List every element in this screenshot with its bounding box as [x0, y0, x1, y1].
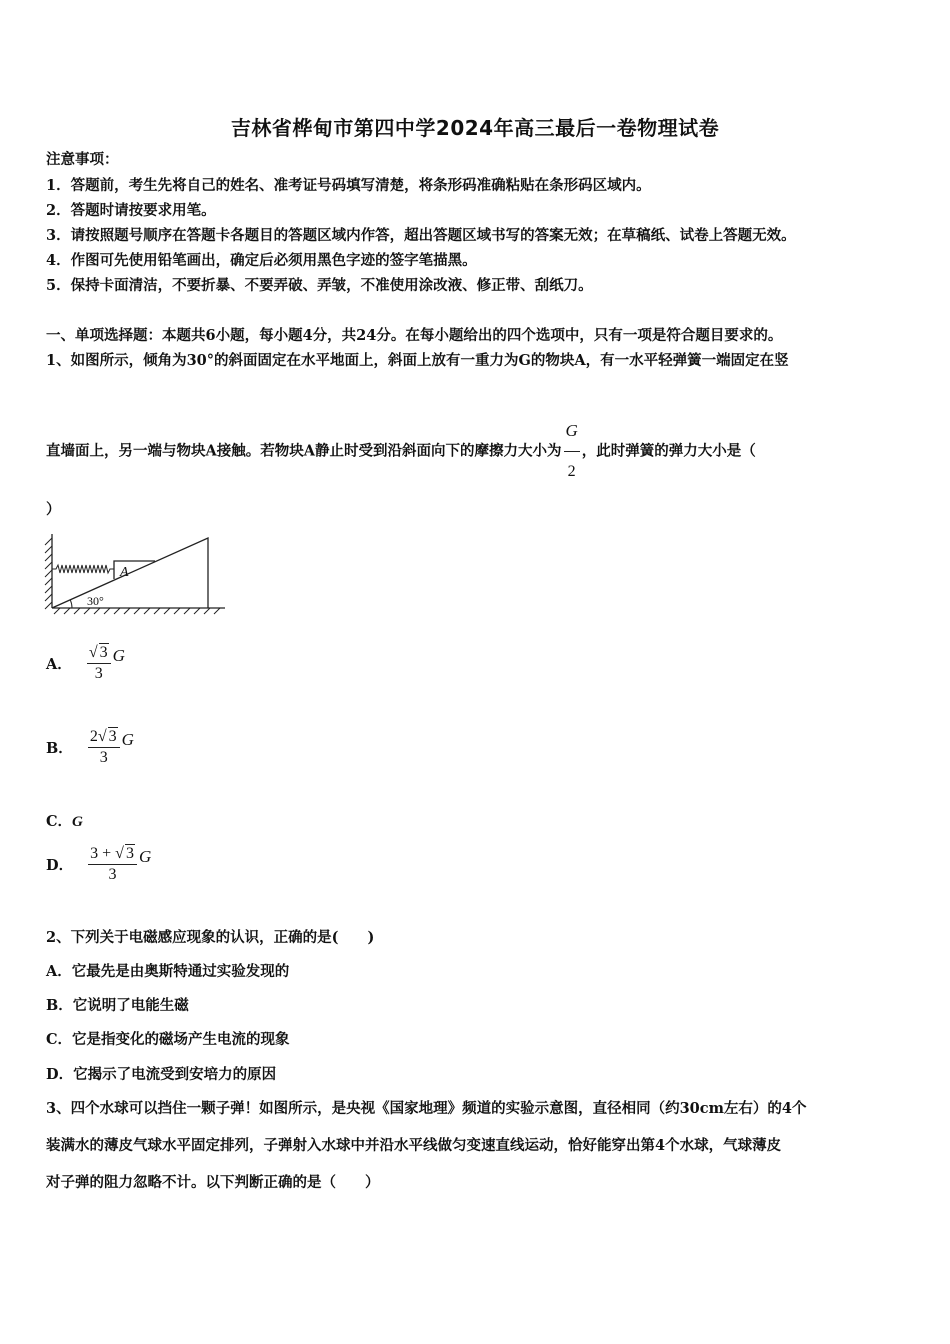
- option-d-variable: G: [138, 846, 152, 866]
- question-2-option: B．它说明了电能生磁: [46, 997, 189, 1014]
- sqrt-symbol: √ 3: [88, 644, 108, 661]
- ground-hatching: [54, 608, 220, 614]
- option-a-denominator: 3: [94, 665, 103, 682]
- numerator-prefix: 3 +: [90, 845, 116, 862]
- question-1-line-2: [46, 412, 756, 491]
- notice-item: 5．保持卡面清洁，不要折暴、不要弄破、弄皱，不准使用涂改液、修正带、刮纸刀。: [46, 277, 593, 294]
- friction-fraction: [564, 412, 580, 491]
- option-b-label: B．: [46, 740, 73, 757]
- option-d-fraction: [88, 845, 137, 884]
- incline-spring-figure: [40, 532, 230, 618]
- coefficient: 2: [89, 728, 98, 745]
- option-b-numerator: [88, 728, 120, 748]
- question-1-text-tail: ，此时弹簧的弹力大小是（: [581, 442, 756, 460]
- angle-arc: [70, 600, 72, 608]
- notice-item: 3．请按照题号顺序在答题卡各题目的答题区域内作答，超出答题区域书写的答案无效；在草稿纸、试卷上答题无效。: [46, 227, 796, 244]
- incline-triangle: [52, 538, 208, 608]
- block-label: A: [120, 565, 129, 580]
- option-c-label: C．: [46, 813, 73, 830]
- fraction-numerator: G: [564, 412, 580, 452]
- option-d: [46, 845, 151, 884]
- option-b-denominator: 3: [99, 749, 108, 766]
- radicand: 3: [125, 845, 134, 862]
- option-a-label: A．: [46, 656, 72, 673]
- sqrt-symbol: √ 3: [115, 845, 134, 862]
- question-3-line: 3、四个水球可以挡住一颗子弹！如图所示，是央视《国家地理》频道的实验示意图，直径相同（约30cm左右）的4个: [46, 1100, 807, 1117]
- option-a: [46, 644, 125, 683]
- radicand: 3: [108, 728, 117, 745]
- option-b: [46, 728, 134, 767]
- question-2-option: A．它最先是由奥斯特通过实验发现的: [46, 963, 290, 980]
- option-a-numerator: [87, 644, 111, 664]
- notice-item: 2．答题时请按要求用笔。: [46, 202, 216, 219]
- question-2-option: D．它揭示了电流受到安培力的原因: [46, 1066, 277, 1083]
- sqrt-symbol: √ 3: [97, 728, 117, 745]
- question-1-line-3: ）: [46, 501, 61, 518]
- fraction-denominator: 2: [567, 463, 576, 480]
- option-b-variable: G: [121, 729, 134, 749]
- question-1-line-1: 1、如图所示，倾角为30°的斜面固定在水平地面上，斜面上放有一重力为G的物块A，有一水平轻弹簧一端固定在竖: [46, 352, 789, 369]
- radicand: 3: [99, 644, 108, 661]
- question-2-option: C．它是指变化的磁场产生电流的现象: [46, 1031, 290, 1048]
- notice-item: 1．答题前，考生先将自己的姓名、准考证号码填写清楚，将条形码准确粘贴在条形码区域内。: [46, 177, 651, 194]
- spring-coil: [52, 565, 114, 573]
- notice-heading: 注意事项：: [46, 151, 119, 168]
- question-2-stem: 2、下列关于电磁感应现象的认识，正确的是( ): [46, 929, 375, 946]
- option-d-denominator: 3: [108, 866, 117, 883]
- question-3-line: 对子弹的阻力忽略不计。以下判断正确的是（ ）: [46, 1174, 380, 1191]
- option-c-variable: G: [72, 814, 83, 830]
- option-d-numerator: [88, 845, 137, 865]
- angle-label: 30°: [87, 594, 104, 608]
- question-1-text: 直墙面上，另一端与物块A接触。若物块A静止时受到沿斜面向下的摩擦力大小为: [46, 442, 562, 460]
- notice-item: 4．作图可先使用铅笔画出，确定后必须用黑色字迹的签字笔描黑。: [46, 252, 477, 269]
- wall-hatching: [45, 538, 52, 609]
- page-title: 吉林省桦甸市第四中学2024年高三最后一卷物理试卷: [230, 116, 720, 140]
- option-c: [46, 810, 83, 831]
- option-a-variable: G: [112, 645, 125, 665]
- option-d-label: D．: [46, 857, 74, 874]
- section-heading: 一、单项选择题：本题共6小题，每小题4分，共24分。在每小题给出的四个选项中，只有一项是符合题目要求的。: [46, 327, 783, 344]
- option-b-fraction: [88, 728, 120, 767]
- question-3-line: 装满水的薄皮气球水平固定排列，子弹射入水球中并沿水平线做匀变速直线运动，恰好能穿出第4个水球，气球薄皮: [46, 1137, 782, 1154]
- option-a-fraction: [87, 644, 111, 683]
